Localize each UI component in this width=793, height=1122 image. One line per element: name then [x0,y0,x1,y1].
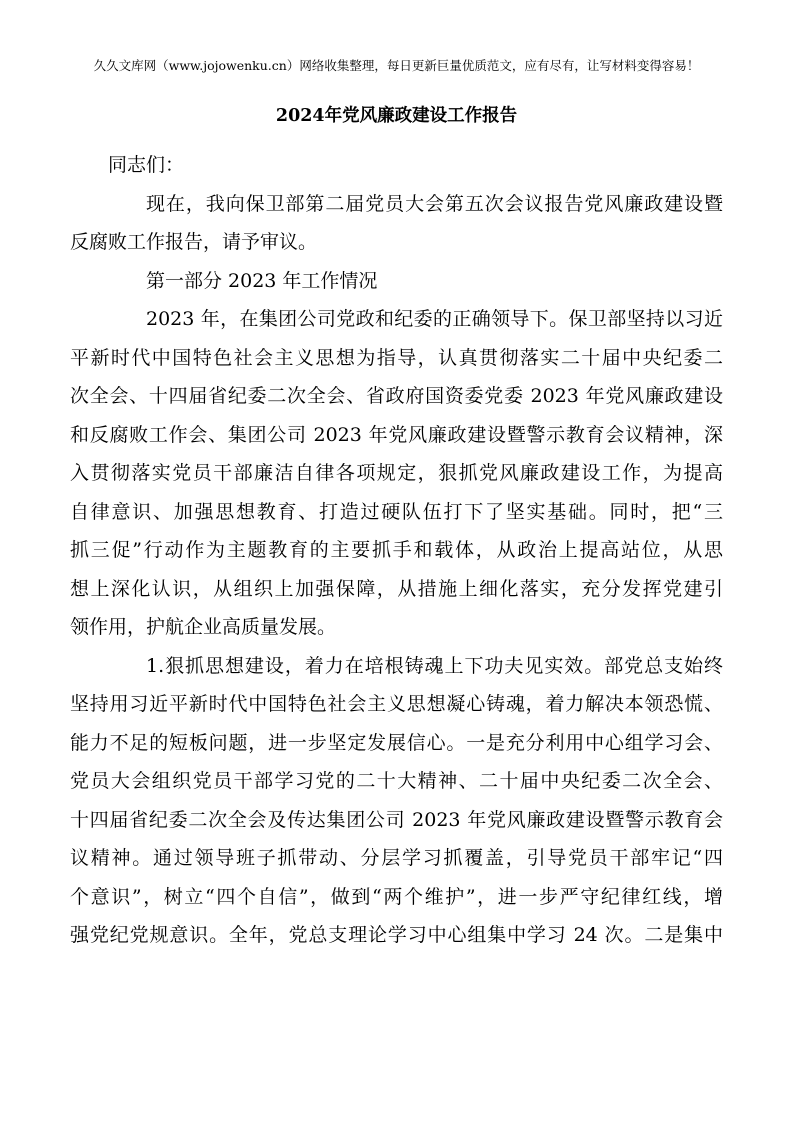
paragraph-line: 强党纪党规意识。全年，党总支理论学习中心组集中学习 24 次。二是集中 [70,924,723,946]
paragraph-line: 和反腐败工作会、集团公司 2023 年党风廉政建设暨警示教育会议精神，深 [70,423,723,446]
paragraph-line: 1.狠抓思想建设，着力在培根铸魂上下功夫见实效。部党总支始终 [146,654,723,677]
paragraph-line: 反腐败工作报告，请予审议。 [70,231,318,253]
paragraph-line: 现在，我向保卫部第二届党员大会第五次会议报告党风廉政建设暨 [146,192,723,215]
paragraph-line: 能力不足的短板问题，进一步坚定发展信心。一是充分利用中心组学习会、 [70,731,723,754]
salutation: 同志们： [108,154,185,176]
paragraph-line: 自律意识、加强思想教育、打造过硬队伍打下了坚实基础。同时，把“三 [70,500,723,523]
paragraph-line: 领作用，护航企业高质量发展。 [70,616,337,638]
paragraph-line: 十四届省纪委二次全会及传达集团公司 2023 年党风廉政建设暨警示教育会 [70,808,723,831]
paragraph-line: 2023 年，在集团公司党政和纪委的正确领导下。保卫部坚持以习近 [146,308,723,330]
page-header-source-note: 久久文库网（www.jojowenku.cn）网络收集整理，每日更新巨量优质范文，应有尽有，让写材料变得容易！ [93,58,700,73]
paragraph-line: 次全会、十四届省纪委二次全会、省政府国资委党委 2023 年党风廉政建设 [70,385,723,407]
paragraph-line: 想上深化认识，从组织上加强保障，从措施上细化落实，充分发挥党建引 [70,577,723,600]
paragraph-intro [70,185,723,262]
paragraph-overview [70,300,723,647]
paragraph-line: 平新时代中国特色社会主义思想为指导，认真贯彻落实二十届中央纪委二 [70,346,723,369]
document-body [70,146,723,955]
paragraph-line: 议精神。通过领导班子抓带动、分层学习抓覆盖，引导党员干部牢记“四 [70,847,723,869]
paragraph-line: 党员大会组织党员干部学习党的二十大精神、二十届中央纪委二次全会、 [70,770,723,792]
document-title: 2024年党风廉政建设工作报告 [275,106,518,126]
section-heading: 第一部分 2023 年工作情况 [146,269,378,292]
paragraph-ideological-building [70,647,723,955]
paragraph-line: 坚持用习近平新时代中国特色社会主义思想凝心铸魂，着力解决本领恐慌、 [70,693,723,715]
paragraph-line: 抓三促”行动作为主题教育的主要抓手和载体，从政治上提高站位，从思 [70,539,723,561]
paragraph-line: 入贯彻落实党员干部廉洁自律各项规定，狠抓党风廉政建设工作，为提高 [70,462,723,484]
section-heading-part-one [70,262,723,301]
paragraph-line: 个意识”，树立“四个自信”，做到“两个维护”，进一步严守纪律红线，增 [70,885,723,908]
